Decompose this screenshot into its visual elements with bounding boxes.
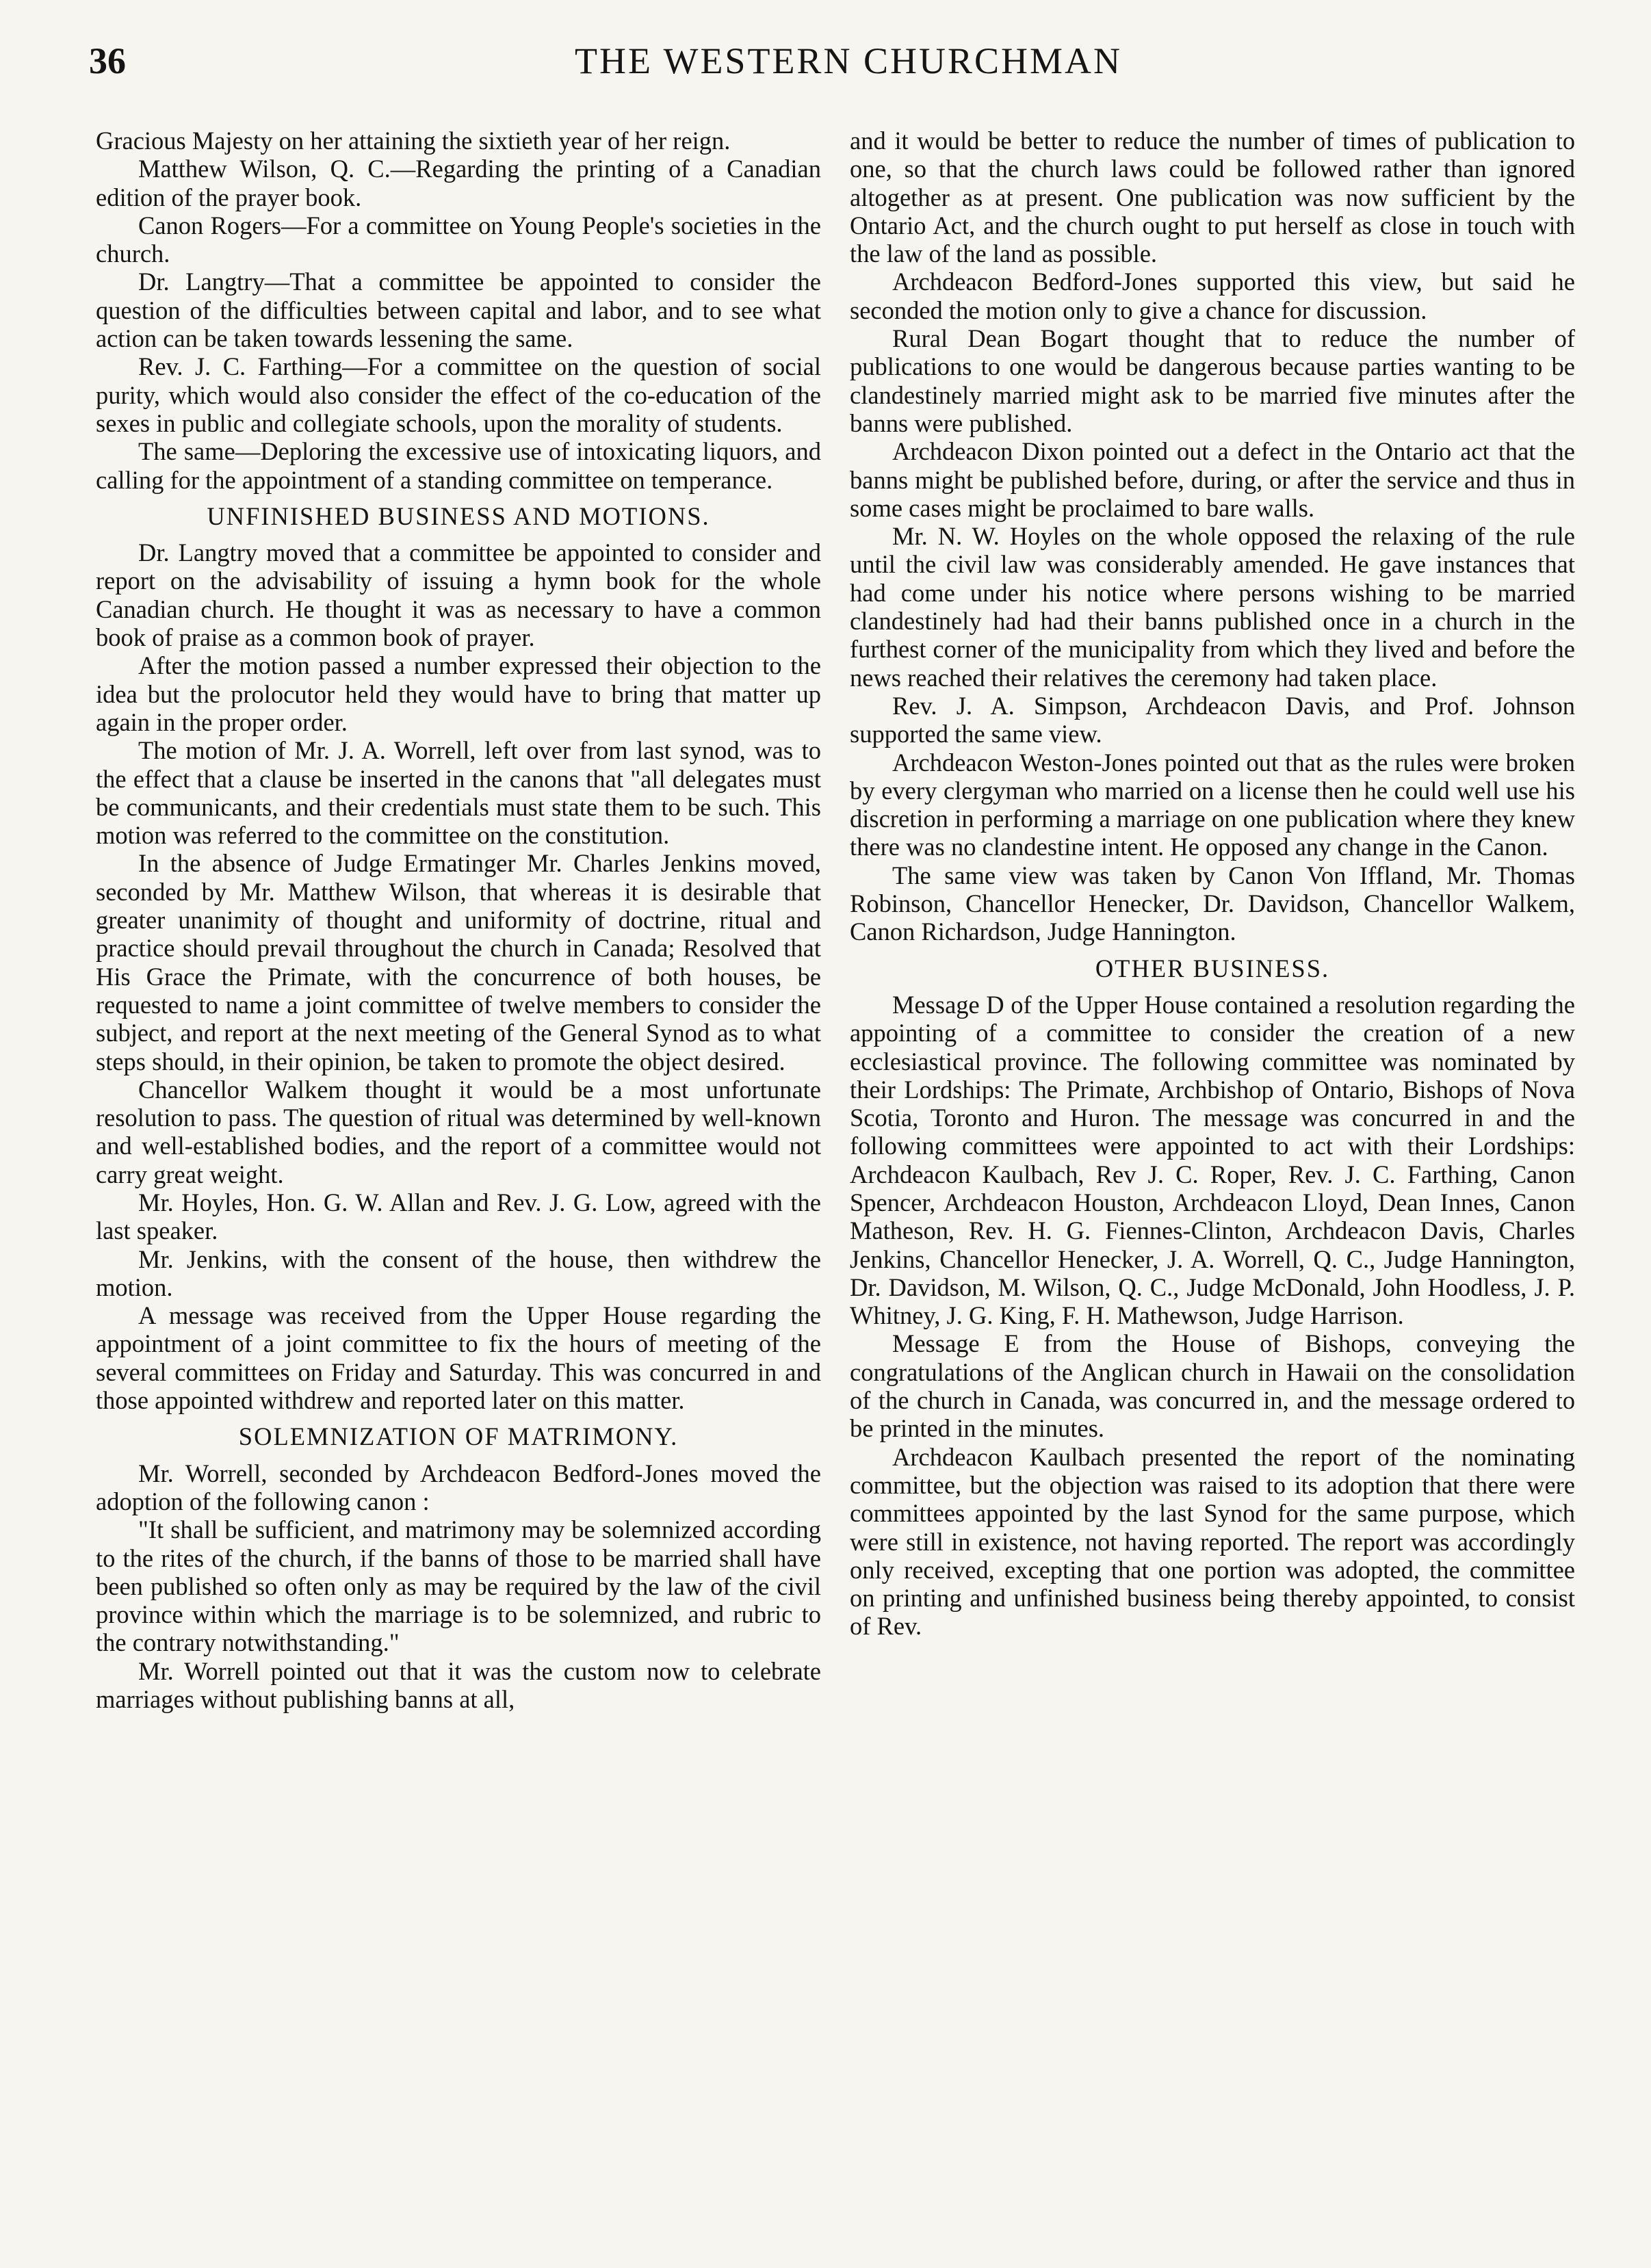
left-column <box>96 127 821 1713</box>
canon-quote: "It shall be sufficient, and matrimony may be solemnized according to the rites of the church, if the banns of those to be married shall have been published so often only as may be required by the law of the civil province within which the marriage is to be solemnized, and rubric to the contrary notwithstanding." <box>96 1515 821 1657</box>
paragraph: Dr. Langtry—That a committee be appointed to consider the question of the difficulties between capital and labor, and to see what action can be taken towards lessening the same. <box>96 268 821 353</box>
paragraph: Dr. Langtry moved that a committee be appointed to consider and report on the advisability of issuing a hymn book for the whole Canadian church. He thought it was as necessary to have a common book of praise as a common book of prayer. <box>96 538 821 652</box>
section-heading: SOLEMNIZATION OF MATRIMONY. <box>238 1422 679 1451</box>
paragraph: Rural Dean Bogart thought that to reduce the number of publications to one would be dangerous because parties wanting to be clandestinely married might ask to be married five minutes after the banns were published. <box>850 324 1575 437</box>
paragraph: A message was received from the Upper House regarding the appointment of a joint committee to fix the hours of meeting of the several committees on Friday and Saturday. This was concurred in and those appointed withdrew and reported later on this matter. <box>96 1301 821 1415</box>
paragraph: Message D of the Upper House contained a resolution regarding the appointing of a committee to consider the creation of a new ecclesiastical province. The following committee was nominated by their Lordships: The Primate, Archbishop of Ontario, Bishops of Nova Scotia, Toronto and Huron. The message was concurred in and the following committees were appointed to act with their Lordships: Archdeacon Kaulbach, Rev J. C. Roper, Rev. J. C. Farthing, Canon Spencer, Archdeacon Houston, Archdeacon Lloyd, Dean Innes, Canon Matheson, Rev. H. G. Fiennes-Clinton, Archdeacon Davis, Charles Jenkins, Chancellor Henecker, J. A. Worrell, Q. C., Judge Hannington, Dr. Davidson, M. Wilson, Q. C., Judge McDonald, John Hoodless, J. P. Whitney, J. G. King, F. H. Mathewson, Judge Harrison. <box>850 990 1575 1330</box>
paragraph: Archdeacon Weston-Jones pointed out that as the rules were broken by every clergyman who married on a license then he could well use his discretion in performing a marriage on one publication where they knew there was no clandestine intent. He opposed any change in the Canon. <box>850 748 1575 861</box>
section-heading: OTHER BUSINESS. <box>1095 954 1330 982</box>
paragraph: Message E from the House of Bishops, conveying the congratulations of the Anglican church in Hawaii on the consolidation of the church in Canada, was concurred in, and the message ordered to be printed in the minutes. <box>850 1329 1575 1443</box>
paragraph: The same—Deploring the excessive use of intoxicating liquors, and calling for the appointment of a standing committee on temperance. <box>96 437 821 494</box>
page-header <box>89 40 1608 94</box>
right-column <box>850 127 1575 1641</box>
paragraph: Chancellor Walkem thought it would be a most unfortunate resolution to pass. The question of ritual was determined by well-known and well-established bodies, and the report of a committee would not carry great weight. <box>96 1075 821 1188</box>
running-title: THE WESTERN CHURCHMAN <box>574 40 1122 81</box>
paragraph: Matthew Wilson, Q. C.—Regarding the printing of a Canadian edition of the prayer book. <box>96 155 821 211</box>
paragraph: Mr. Hoyles, Hon. G. W. Allan and Rev. J. G. Low, agreed with the last speaker. <box>96 1188 821 1245</box>
paragraph: Archdeacon Dixon pointed out a defect in the Ontario act that the banns might be published before, during, or after the service and thus in some cases might be proclaimed to bare walls. <box>850 437 1575 522</box>
paragraph: Mr. Jenkins, with the consent of the house, then withdrew the motion. <box>96 1244 821 1301</box>
paragraph: Canon Rogers—For a committee on Young People's societies in the church. <box>96 211 821 268</box>
paragraph: Rev. J. A. Simpson, Archdeacon Davis, and Prof. Johnson supported the same view. <box>850 691 1575 748</box>
page-number: 36 <box>89 40 126 81</box>
paragraph: The same view was taken by Canon Von Iffland, Mr. Thomas Robinson, Chancellor Henecker, Dr. Davidson, Chancellor Walkem, Canon Richardson, Judge Hannington. <box>850 861 1575 946</box>
paragraph: In the absence of Judge Ermatinger Mr. Charles Jenkins moved, seconded by Mr. Matthew Wilson, that whereas it is desirable that greater unanimity of thought and uniformity of doctrine, ritual and practice should prevail throughout the church in Canada; Resolved that His Grace the Primate, with the concurrence of both houses, be requested to name a joint committee of twelve members to consider the subject, and report at the next meeting of the General Synod as to what steps should, in their opinion, be taken to promote the object desired. <box>96 849 821 1076</box>
paragraph: Mr. N. W. Hoyles on the whole opposed the relaxing of the rule until the civil law was considerably amended. He gave instances that had come under his notice where persons wishing to be married clandestinely had had their banns published once in a church in the furthest corner of the municipality from which they lived and before the news reached their relatives the ceremony had taken place. <box>850 522 1575 692</box>
paragraph: Archdeacon Bedford-Jones supported this view, but said he seconded the motion only to give a chance for discussion. <box>850 268 1575 324</box>
section-heading: UNFINISHED BUSINESS AND MOTIONS. <box>207 501 710 530</box>
paragraph: and it would be better to reduce the number of times of publication to one, so that the church laws could be followed rather than ignored altogether as at present. One publication was now sufficient by the Ontario Act, and the church ought to put herself as close in touch with the law of the land as possible. <box>850 127 1575 268</box>
paragraph: Gracious Majesty on her attaining the sixtieth year of her reign. <box>96 127 731 155</box>
paragraph: Mr. Worrell, seconded by Archdeacon Bedford-Jones moved the adoption of the following canon : <box>96 1459 821 1515</box>
paragraph: Mr. Worrell pointed out that it was the custom now to celebrate marriages without publishing banns at all, <box>96 1656 821 1714</box>
paragraph: The motion of Mr. J. A. Worrell, left over from last synod, was to the effect that a clause be inserted in the canons that "all delegates must be communicants, and their credentials must state them to be such. This motion was referred to the committee on the constitution. <box>96 736 821 850</box>
paragraph: After the motion passed a number expressed their objection to the idea but the prolocutor held they would have to bring that matter up again in the proper order. <box>96 651 821 736</box>
paragraph: Rev. J. C. Farthing—For a committee on the question of social purity, which would also consider the effect of the co-education of the sexes in public and collegiate schools, upon the morality of students. <box>96 352 821 437</box>
paragraph: Archdeacon Kaulbach presented the report of the nominating committee, but the objection was raised to its adoption that there were committees appointed by the last Synod for the same purpose, which were still in existence, not having reported. The report was accordingly only received, excepting that one portion was adopted, the committee on printing and unfinished business being thereby appointed, to consist of Rev. <box>850 1442 1575 1641</box>
